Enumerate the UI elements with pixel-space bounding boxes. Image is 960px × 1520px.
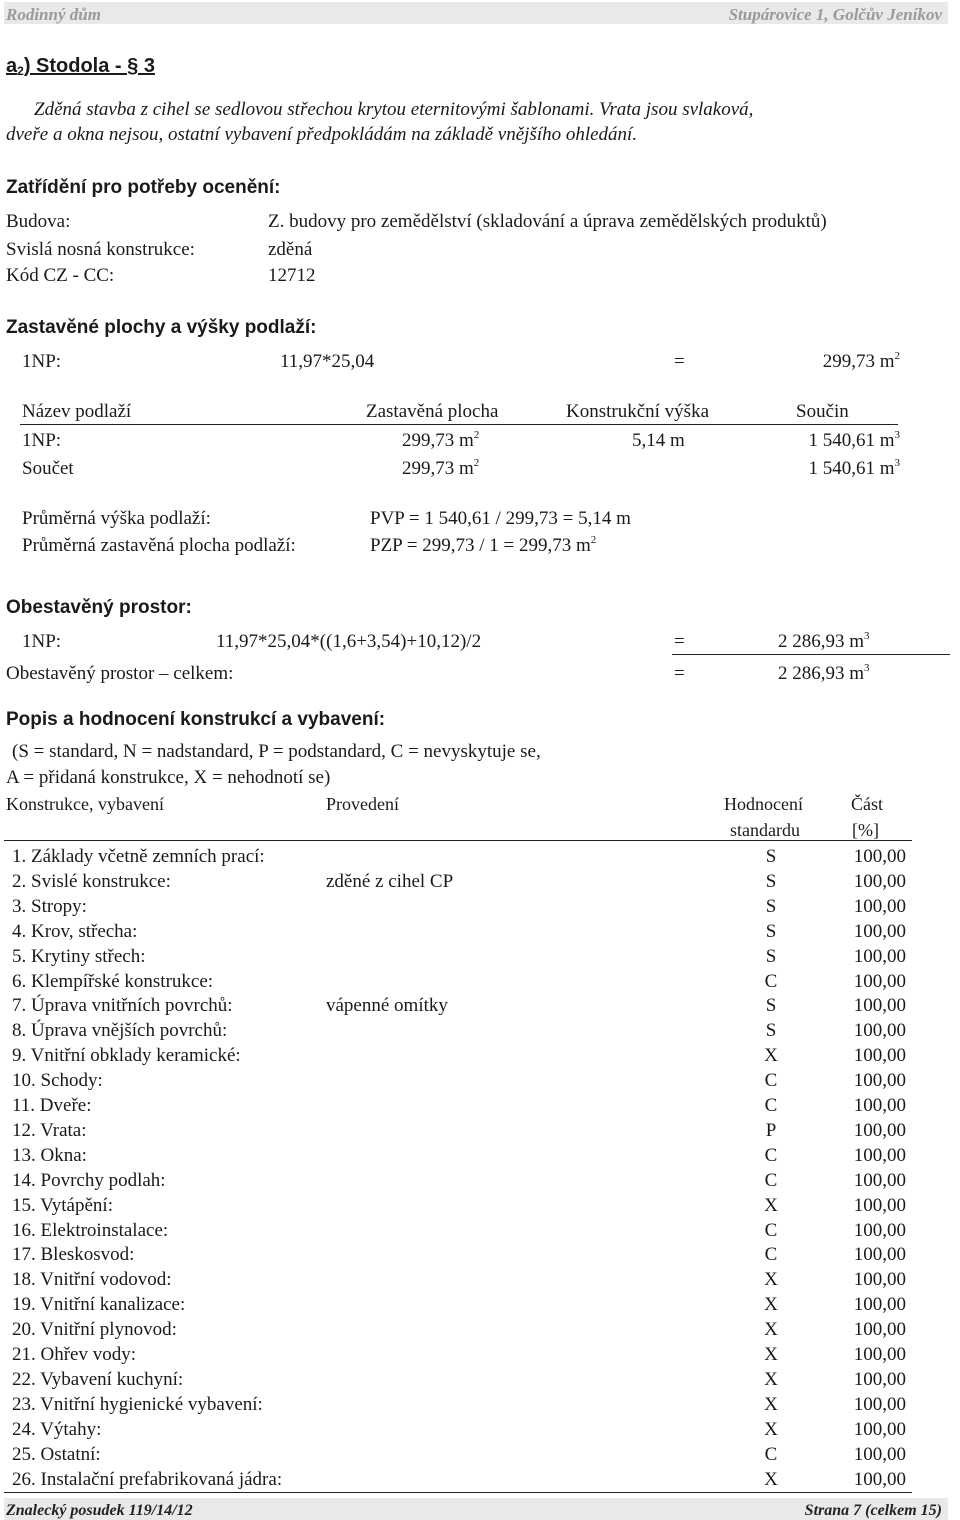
volume-title: Obestavěný prostor: xyxy=(6,597,192,618)
construction-row-rating: S xyxy=(765,871,777,892)
construction-row-name: 25. Ostatní: xyxy=(12,1444,101,1465)
construction-row-part: 100,00 xyxy=(853,1244,906,1265)
floor-table-header-height: Konstrukční výška xyxy=(566,401,710,422)
construction-header-rating-2: standardu xyxy=(730,820,800,840)
construction-row-rating: C xyxy=(764,1244,778,1265)
avg-height-value: PVP = 1 540,61 / 299,73 = 5,14 m xyxy=(370,508,631,529)
construction-row-rating: C xyxy=(764,971,778,992)
construction-row-part: 100,00 xyxy=(853,1419,906,1440)
floor-area-value: 299,73 $m^2$ xyxy=(822,350,900,372)
construction-row-name: 23. Vnitřní hygienické vybavení: xyxy=(12,1394,263,1415)
construction-row-part: 100,00 xyxy=(853,1344,906,1365)
avg-height-label: Průměrná výška podlaží: xyxy=(22,508,211,529)
floor-areas-title: Zastavěné plochy a výšky podlaží: xyxy=(6,317,317,338)
construction-row-name: 11. Dveře: xyxy=(12,1095,92,1116)
construction-row-part: 100,00 xyxy=(853,1269,906,1290)
description-line-1: Zděná stavba z cihel se sedlovou střechou krytou eternitovými šablonami. Vrata jsou svlaková, xyxy=(34,99,754,120)
structure-label: Svislá nosná konstrukce: xyxy=(6,239,195,260)
construction-row-rating: X xyxy=(764,1269,778,1290)
floor-row-sum-product: 1 540,61 $m^3$ xyxy=(808,457,900,479)
construction-row-name: 3. Stropy: xyxy=(12,896,87,917)
construction-row-part: 100,00 xyxy=(853,846,906,867)
construction-row-rating: C xyxy=(764,1220,778,1241)
construction-row-part: 100,00 xyxy=(853,1319,906,1340)
volume-total-label: Obestavěný prostor – celkem: xyxy=(6,663,234,684)
construction-title: Popis a hodnocení konstrukcí a vybavení: xyxy=(6,709,386,730)
construction-row-part: 100,00 xyxy=(853,1220,906,1241)
floor-row-1-name: 1NP: xyxy=(22,430,62,451)
page-header xyxy=(4,2,948,24)
volume-total-equals: = xyxy=(674,663,685,684)
floor-row-sum-area: 299,73 $m^2$ xyxy=(402,457,480,479)
footer-left: Znalecký posudek 119/14/12 xyxy=(6,1502,193,1519)
volume-total-value: 2 286,93 $m^3$ xyxy=(778,662,870,684)
construction-row-name: 17. Bleskosvod: xyxy=(12,1244,135,1265)
construction-row-rating: X xyxy=(764,1369,778,1390)
construction-row-name: 19. Vnitřní kanalizace: xyxy=(12,1294,186,1315)
construction-row-rating: S xyxy=(765,921,777,942)
construction-row-rating: C xyxy=(764,1444,778,1465)
floor-table-header-product: Součin xyxy=(796,401,849,422)
construction-row-part: 100,00 xyxy=(853,896,906,917)
construction-row-part: 100,00 xyxy=(853,946,906,967)
construction-table-bottom-divider xyxy=(4,1492,912,1493)
construction-row-part: 100,00 xyxy=(853,1045,906,1066)
construction-row-rating: S xyxy=(765,995,777,1016)
construction-row-name: 2. Svislé konstrukce: xyxy=(12,871,171,892)
construction-row-part: 100,00 xyxy=(853,1394,906,1415)
code-label: Kód CZ - CC: xyxy=(6,265,115,286)
construction-row-rating: C xyxy=(764,1145,778,1166)
volume-total-divider xyxy=(672,654,950,655)
construction-header-divider xyxy=(4,840,912,841)
floor-row-1-product: 1 540,61 $m^3$ xyxy=(808,429,900,451)
construction-header-name: Konstrukce, vybavení xyxy=(6,794,164,814)
construction-row-part: 100,00 xyxy=(853,1444,906,1465)
floor-area-label: 1NP: xyxy=(22,351,62,372)
construction-row-name: 7. Úprava vnitřních povrchů: xyxy=(12,995,233,1016)
construction-row-name: 9. Vnitřní obklady keramické: xyxy=(12,1045,241,1066)
construction-header-exec: Provedení xyxy=(326,794,399,814)
volume-row-equals: = xyxy=(674,631,685,652)
construction-row-part: 100,00 xyxy=(853,1294,906,1315)
construction-row-rating: S xyxy=(765,1020,777,1041)
construction-row-part: 100,00 xyxy=(853,1095,906,1116)
construction-row-part: 100,00 xyxy=(853,1020,906,1041)
description-line-2: dveře a okna nejsou, ostatní vybavení předpokládám na základě vnějšího ohledání. xyxy=(6,124,638,145)
construction-legend-2: A = přidaná konstrukce, X = nehodnotí se) xyxy=(6,767,331,788)
avg-area-value: PZP = 299,73 / 1 = 299,73 $m^2$ xyxy=(370,534,597,556)
construction-row-part: 100,00 xyxy=(853,921,906,942)
construction-row-rating: C xyxy=(764,1070,778,1091)
page-footer xyxy=(4,1498,948,1520)
construction-row-rating: X xyxy=(764,1294,778,1315)
construction-row-rating: P xyxy=(765,1120,777,1141)
construction-row-name: 10. Schody: xyxy=(12,1070,103,1091)
construction-row-rating: C xyxy=(764,1095,778,1116)
classification-title: Zatřídění pro potřeby ocenění: xyxy=(6,177,281,198)
avg-area-label: Průměrná zastavěná plocha podlaží: xyxy=(22,535,296,556)
construction-row-rating: C xyxy=(764,1170,778,1191)
construction-row-name: 14. Povrchy podlah: xyxy=(12,1170,166,1191)
construction-row-part: 100,00 xyxy=(853,1145,906,1166)
structure-value: zděná xyxy=(268,239,313,260)
construction-row-rating: X xyxy=(764,1195,778,1216)
volume-row-formula: 11,97*25,04*((1,6+3,54)+10,12)/2 xyxy=(216,631,482,652)
construction-row-exec: vápenné omítky xyxy=(326,995,448,1016)
footer-right: Strana 7 (celkem 15) xyxy=(804,1502,942,1519)
construction-row-part: 100,00 xyxy=(853,1070,906,1091)
construction-row-name: 12. Vrata: xyxy=(12,1120,87,1141)
construction-header-rating: Hodnocení xyxy=(724,794,803,814)
construction-row-name: 8. Úprava vnějších povrchů: xyxy=(12,1020,228,1041)
construction-row-name: 18. Vnitřní vodovod: xyxy=(12,1269,172,1290)
construction-legend-1: (S = standard, N = nadstandard, P = podstandard, C = nevyskytuje se, xyxy=(12,741,541,762)
building-label: Budova: xyxy=(6,211,71,232)
section-title: $a_2$) Stodola - § 3 xyxy=(6,55,155,78)
construction-row-name: 5. Krytiny střech: xyxy=(12,946,146,967)
construction-row-name: 6. Klempířské konstrukce: xyxy=(12,971,214,992)
floor-row-1-height: 5,14 m xyxy=(632,430,685,451)
construction-row-name: 20. Vnitřní plynovod: xyxy=(12,1319,177,1340)
construction-row-part: 100,00 xyxy=(853,871,906,892)
construction-row-name: 26. Instalační prefabrikovaná jádra: xyxy=(12,1469,283,1490)
floor-area-formula: 11,97*25,04 xyxy=(280,351,375,372)
construction-row-name: 16. Elektroinstalace: xyxy=(12,1220,169,1241)
construction-row-rating: S xyxy=(765,946,777,967)
building-value: Z. budovy pro zemědělství (skladování a úprava zemědělských produktů) xyxy=(268,211,827,232)
construction-row-name: 24. Výtahy: xyxy=(12,1419,102,1440)
floor-area-equals: = xyxy=(674,351,685,372)
construction-row-name: 4. Krov, střecha: xyxy=(12,921,138,942)
construction-row-rating: X xyxy=(764,1344,778,1365)
construction-row-rating: S xyxy=(765,846,777,867)
construction-row-rating: X xyxy=(764,1045,778,1066)
construction-header-part: Část xyxy=(851,794,884,814)
construction-header-part-2: [%] xyxy=(852,820,879,840)
header-left: Rodinný dům xyxy=(6,5,101,24)
construction-row-part: 100,00 xyxy=(853,1369,906,1390)
construction-row-name: 22. Vybavení kuchyní: xyxy=(12,1369,184,1390)
construction-row-name: 13. Okna: xyxy=(12,1145,87,1166)
volume-row-label: 1NP: xyxy=(22,631,62,652)
construction-row-rating: X xyxy=(764,1419,778,1440)
floor-table-header-name: Název podlaží xyxy=(22,401,132,422)
floor-row-1-area: 299,73 $m^2$ xyxy=(402,429,480,451)
construction-row-name: 15. Vytápění: xyxy=(12,1195,113,1216)
code-value: 12712 xyxy=(268,265,316,286)
floor-row-sum-name: Součet xyxy=(22,458,74,479)
construction-row-name: 1. Základy včetně zemních prací: xyxy=(12,846,265,867)
construction-row-part: 100,00 xyxy=(853,1469,906,1490)
construction-row-rating: X xyxy=(764,1469,778,1490)
construction-row-part: 100,00 xyxy=(853,971,906,992)
floor-table-divider xyxy=(20,424,898,425)
construction-row-part: 100,00 xyxy=(853,1120,906,1141)
construction-row-name: 21. Ohřev vody: xyxy=(12,1344,137,1365)
construction-row-rating: X xyxy=(764,1394,778,1415)
volume-row-value: 2 286,93 $m^3$ xyxy=(778,630,870,652)
construction-row-rating: S xyxy=(765,896,777,917)
construction-row-rating: X xyxy=(764,1319,778,1340)
construction-row-part: 100,00 xyxy=(853,1195,906,1216)
construction-row-part: 100,00 xyxy=(853,995,906,1016)
header-right: Stupárovice 1, Golčův Jeníkov xyxy=(728,5,942,24)
construction-row-part: 100,00 xyxy=(853,1170,906,1191)
construction-row-exec: zděné z cihel CP xyxy=(326,871,454,892)
floor-table-header-area: Zastavěná plocha xyxy=(366,401,499,422)
